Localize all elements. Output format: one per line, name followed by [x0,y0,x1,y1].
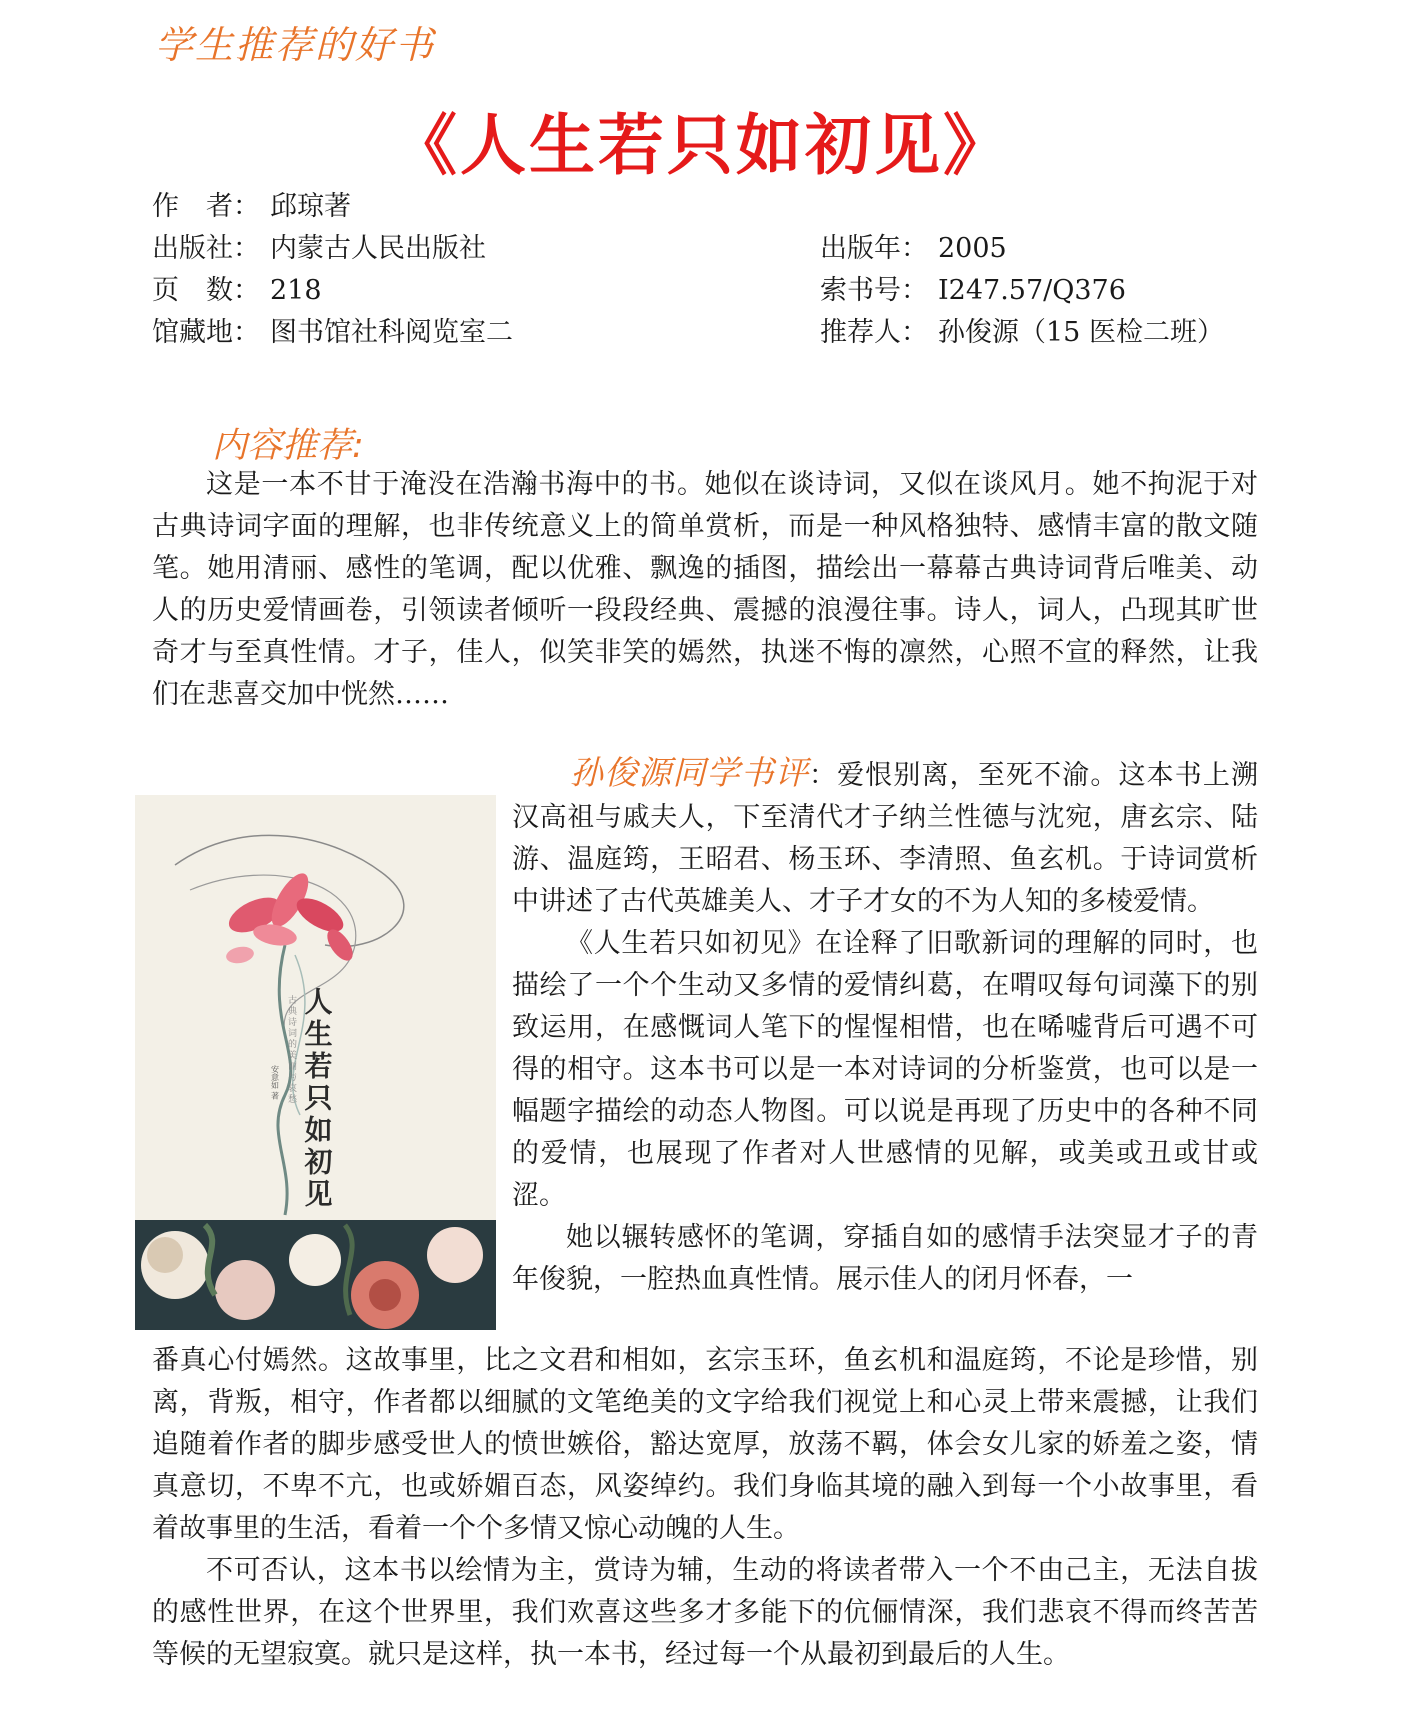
callno-label: 索书号： [820,275,928,306]
location-value: 图书馆社科阅览室二 [270,317,513,348]
review-paragraph-3b: 番真心付嫣然。这故事里，比之文君和相如，玄宗玉环，鱼玄机和温庭筠，不论是珍惜，别离，背叛，相守，作者都以细腻的文笔绝美的文字给我们视觉上和心灵上带来震撼，让我们追随着作者的脚步感受世人的愤世嫉俗，豁达宽厚，放荡不羁，体会女儿家的娇羞之姿，情真意切，不卑不亢，也或娇媚百态，风姿绰约。我们身临其境的融入到每一个小故事里，看着故事里的生活，看着一个个多情又惊心动魄的人生。 [152,1345,1258,1544]
review-column [512,752,1258,1301]
cover-author: 安意如 著 [270,1065,280,1100]
meta-recommender [820,312,1224,354]
review-heading-colon: ： [808,760,838,791]
meta-left [152,186,513,354]
callno-value: I247.57/Q376 [938,275,1126,306]
year-value: 2005 [938,233,1007,264]
pages-value: 218 [270,275,322,306]
meta-pages [152,270,513,312]
review-heading: 孙俊源同学书评 [570,753,809,792]
review-p1-text: 爱恨别离，至死不渝。这本书上溯汉高祖与戚夫人，下至清代才子纳兰性德与沈宛，唐玄宗、陆游、温庭筠，王昭君、杨玉环、李清照、鱼玄机。于诗词赏析中讲述了古代英雄美人、才子才女的不为人知的多棱爱情。 [512,760,1259,917]
recommender-label: 推荐人： [820,317,928,348]
book-title: 《人生若只如初见》 [391,107,1012,184]
review-paragraph-3a: 她以辗转感怀的笔调，穿插自如的感情手法突显才子的青年俊貌，一腔热血真性情。展示佳人的闭月怀春，一 [512,1222,1258,1295]
content-heading: 内容推荐: [212,426,364,466]
cover-subtitle: 古典诗词的美丽与哀愁 [286,995,296,1105]
publisher-label: 出版社： [152,233,260,264]
pages-label: 页 数： [152,275,260,306]
cover-title: 人生若只如初见 [300,987,334,1211]
meta-location [152,312,513,354]
meta-author [152,186,513,228]
location-label: 馆藏地： [152,317,260,348]
meta-publisher [152,228,513,270]
review-paragraph-2: 《人生若只如初见》在诠释了旧歌新词的理解的同时，也描绘了一个个生动又多情的爱情纠葛，在喟叹每句词藻下的别致运用，在感慨词人笔下的惺惺相惜，也在唏嘘背后可遇不可得的相守。这本书可以是一本对诗词的分析鉴赏，也可以是一幅题字描绘的动态人物图。可以说是再现了历史中的各种不同的爱情，也展现了作者对人世感情的见解，或美或丑或甘或涩。 [512,928,1258,1211]
review-full-width [152,1340,1258,1676]
recommender-value: 孙俊源（15 医检二班） [938,317,1224,348]
publisher-value: 内蒙古人民出版社 [270,233,486,264]
content-paragraph: 这是一本不甘于淹没在浩瀚书海中的书。她似在谈诗词，又似在谈风月。她不拘泥于对古典诗词字面的理解，也非传统意义上的简单赏析，而是一种风格独特、感情丰富的散文随笔。她用清丽、感性的笔调，配以优雅、飘逸的插图，描绘出一幕幕古典诗词背后唯美、动人的历史爱情画卷，引领读者倾听一段段经典、震撼的浪漫往事。诗人，词人，凸现其旷世奇才与至真性情。才子，佳人，似笑非笑的嫣然，执迷不悔的凛然，心照不宣的释然，让我们在悲喜交加中恍然…… [152,469,1258,710]
meta-right [820,228,1224,354]
review-paragraph-4: 不可否认，这本书以绘情为主，赏诗为辅，生动的将读者带入一个不由己主，无法自拔的感性世界，在这个世界里，我们欢喜这些多才多能下的伉俪情深，我们悲哀不得而终苦苦等候的无望寂寞。就只是这样，执一本书，经过每一个从最初到最后的人生。 [152,1555,1258,1670]
year-label: 出版年： [820,233,928,264]
author-label: 作 者： [152,191,260,222]
book-cover-image [135,795,496,1330]
section-kicker: 学生推荐的好书 [155,23,436,67]
meta-year [820,228,1224,270]
meta-callno [820,270,1224,312]
review-paragraph-1 [512,752,1258,923]
author-value: 邱琼著 [270,191,351,222]
